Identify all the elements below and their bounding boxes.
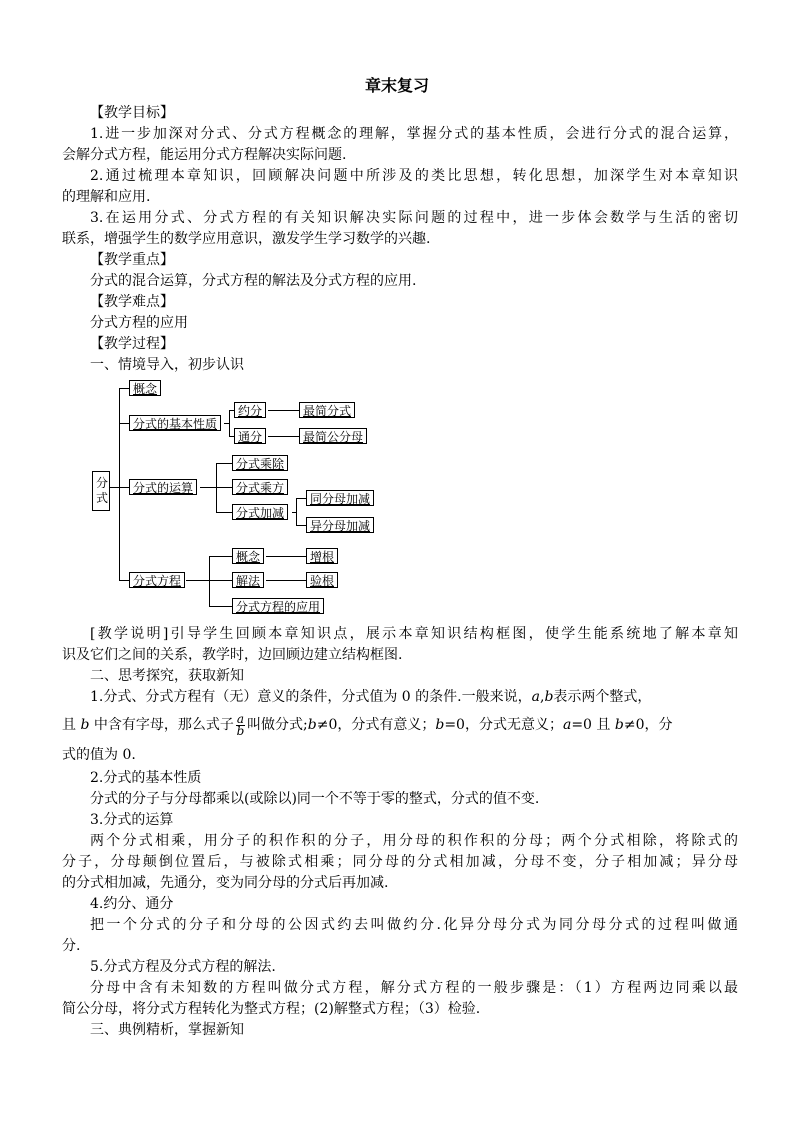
- point-3-line-2: 分子，分母颠倒位置后，与被除式相乘；同分母的分式相加减，分母不变，分子相加减；异分母: [62, 854, 738, 870]
- diagram-node-add-sub: 分式加减: [232, 504, 288, 520]
- point-4-line-1: 把一个分式的分子和分母的公因式约去叫做约分.化异分母分式为同分母分式的过程叫做通: [90, 917, 738, 933]
- diagram-node-common-denominator: 通分: [234, 428, 266, 444]
- diagram-node-equation: 分式方程: [129, 572, 185, 588]
- point-1-text-end: 表示两个整式，: [553, 689, 652, 705]
- diagram-node-extraneous-root: 增根: [306, 548, 338, 564]
- var-b: b: [307, 717, 317, 733]
- point-3-line-1: 两个分式相乘，用分子的积作积的分子，用分母的积作积的分母；两个分式相除，将除式的: [90, 833, 738, 849]
- teaching-note-line-1: [教学说明]引导学生回顾本章知识点，展示本章知识结构框图，使学生能系统地了解本章知: [90, 626, 738, 642]
- goal-1-line-1: 1.进一步加深对分式、分式方程概念的理解，掌握分式的基本性质，会进行分式的混合运算，: [90, 126, 738, 142]
- var-b: b: [544, 689, 554, 705]
- diagram-node-reduce: 约分: [234, 402, 266, 418]
- diagram-node-same-denominator: 同分母加减: [306, 490, 374, 506]
- text: ≠0，分式有意义；: [316, 717, 436, 733]
- diagram-node-simplest-fraction: 最简分式: [299, 402, 355, 418]
- point-1-line-1: [90, 687, 738, 707]
- diagram-node-basic-property: 分式的基本性质: [129, 415, 221, 431]
- key-text: 分式的混合运算，分式方程的解法及分式方程的应用.: [90, 273, 417, 289]
- page-title: 章末复习: [364, 76, 429, 95]
- point-5-line-2: 简公分母，将分式方程转化为整式方程；(2)解整式方程；（3）检验.: [62, 1001, 481, 1017]
- fraction-numerator: a: [236, 711, 245, 726]
- goal-2-line-1: 2.通过梳理本章知识，回顾解决问题中所涉及的类比思想，转化思想，加深学生对本章知识: [90, 168, 738, 184]
- diagram-node-lcd: 最简公分母: [299, 428, 367, 444]
- var-b: b: [614, 717, 624, 733]
- goal-1-line-2: 会解分式方程，能运用分式方程解决实际问题.: [62, 147, 347, 163]
- var-a: a: [562, 717, 572, 733]
- point-5-line-1: 分母中含有未知数的方程叫做分式方程，解分式方程的一般步骤是：（1）方程两边同乘以最: [90, 980, 738, 996]
- text: =0，分式无意义；: [444, 717, 563, 733]
- goal-heading: 【教学目标】: [90, 105, 174, 121]
- comma: ,: [539, 689, 545, 705]
- key-heading: 【教学重点】: [90, 252, 174, 268]
- diagram-node-check-root: 验根: [306, 572, 338, 588]
- var-b: b: [435, 717, 445, 733]
- diagram-node-mult-div: 分式乘除: [232, 455, 288, 471]
- goal-3-line-2: 联系，增强学生的数学应用意识，激发学生学习数学的兴趣.: [62, 231, 431, 247]
- point-1-text: 1.分式、分式方程有（无）意义的条件，分式值为 0 的条件.一般来说，: [90, 689, 532, 705]
- diagram-node-solution-method: 解法: [232, 572, 264, 588]
- goal-3-line-1: 3.在运用分式、分式方程的有关知识解决实际问题的过程中，进一步体会数学与生活的密切: [90, 210, 738, 226]
- diagram-node-different-denominator: 异分母加减: [306, 517, 374, 533]
- fraction-denominator: b: [236, 723, 245, 738]
- point-4-line-2: 分.: [62, 938, 81, 954]
- point-3-line-3: 的分式相加减，先通分，变为同分母的分式后再加减.: [62, 875, 389, 891]
- diagram-node-equation-concept: 概念: [232, 548, 264, 564]
- text: 中含有字母，那么式子: [93, 717, 234, 733]
- difficulty-text: 分式方程的应用: [90, 315, 188, 331]
- diagram-node-concept: 概念: [129, 380, 161, 396]
- var-b: b: [80, 717, 90, 733]
- diagram-node-root-label: 分式: [96, 476, 109, 505]
- step-2-heading: 二、思考探究，获取新知: [90, 668, 244, 684]
- step-3-heading: 三、典例精析，掌握新知: [90, 1022, 244, 1038]
- text: ≠0，分: [623, 717, 673, 733]
- diagram-node-power: 分式乘方: [232, 479, 288, 495]
- step-1-heading: 一、情境导入，初步认识: [90, 357, 244, 373]
- diagram-node-application: 分式方程的应用: [232, 598, 324, 614]
- difficulty-heading: 【教学难点】: [90, 294, 174, 310]
- point-4-heading: 4.约分、通分: [90, 896, 174, 912]
- point-2-text: 分式的分子与分母都乘以(或除以)同一个不等于零的整式，分式的值不变.: [90, 791, 540, 807]
- text: =0 且: [571, 717, 611, 733]
- point-1-line-2: [62, 712, 738, 738]
- point-1-line-3: 式的值为 0.: [62, 747, 136, 763]
- fraction-a-over-b: [236, 711, 245, 738]
- text: 且: [62, 717, 76, 733]
- teaching-note-line-2: 识及它们之间的关系，教学时，边回顾边建立结构框图.: [62, 647, 403, 663]
- text: 叫做分式;: [247, 717, 308, 733]
- diagram-node-root: [92, 471, 110, 511]
- process-heading: 【教学过程】: [90, 336, 174, 352]
- point-5-heading: 5.分式方程及分式方程的解法.: [90, 959, 276, 975]
- goal-2-line-2: 的理解和应用.: [62, 189, 151, 205]
- diagram-node-operations: 分式的运算: [129, 479, 197, 495]
- point-3-heading: 3.分式的运算: [90, 812, 174, 828]
- var-a: a: [531, 689, 540, 705]
- point-2-heading: 2.分式的基本性质: [90, 770, 202, 786]
